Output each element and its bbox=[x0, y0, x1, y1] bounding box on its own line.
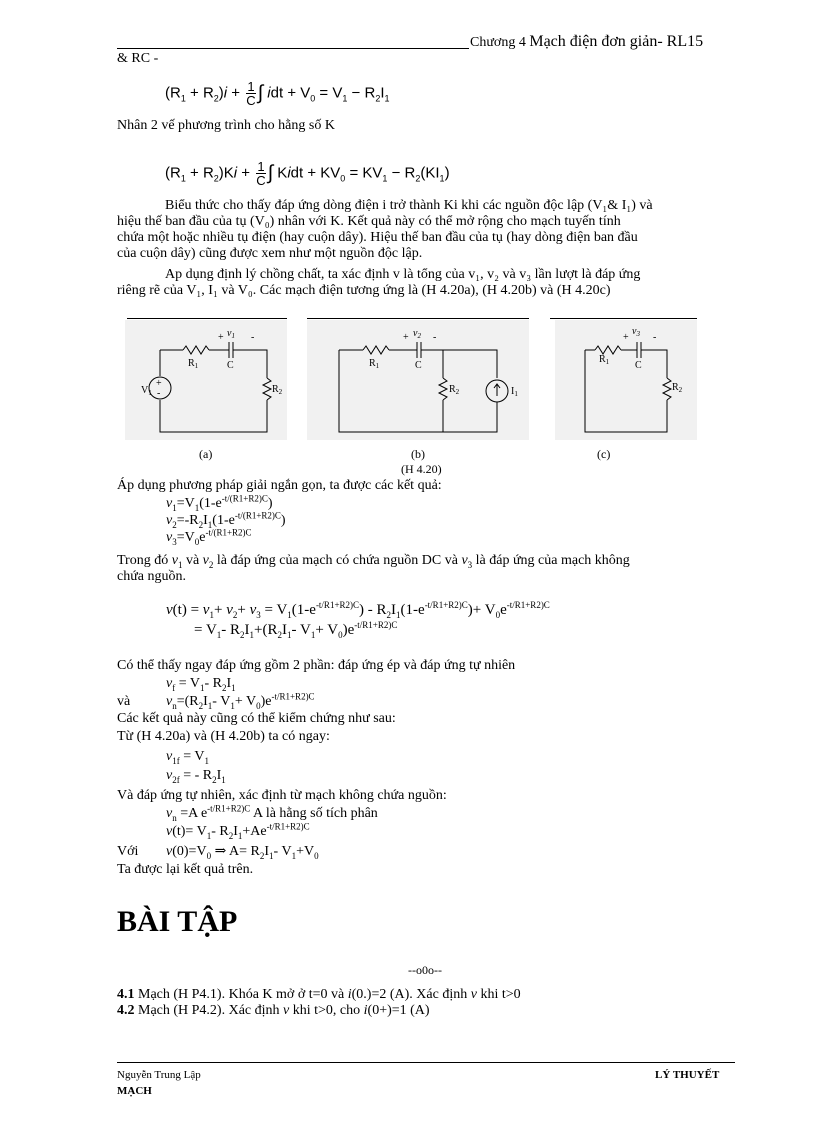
vf-eq: $v_f = V_1-$ $R_2I_1$ bbox=[166, 676, 236, 693]
vt-line-2: = $V_1-$ $R_2I_1+(R_2I_1-$ $V_1+ V_0)e^{-t/R1+R2)C}$ bbox=[194, 620, 398, 640]
header-title: Mạch điện đơn giản- RL bbox=[529, 33, 688, 50]
header-continuation: & RC - bbox=[117, 51, 159, 66]
verify-text: Các kết quả này cũng có thể kiểm chứng như sau: bbox=[117, 711, 396, 726]
from-text: Từ (H 4.20a) và (H 4.20b) ta có ngay: bbox=[117, 729, 330, 744]
footer-author: Nguyễn Trung Lập bbox=[117, 1069, 201, 1081]
svg-text:v1: $v_1$ bbox=[227, 328, 235, 340]
header-page: 15 bbox=[687, 33, 704, 50]
circuit-a bbox=[125, 320, 287, 440]
v1f-eq: $v_{1f} = V_1$ bbox=[166, 749, 209, 766]
equation-2: $(R_1 + R_2)Ki$ + $\frac{1}{C}$ ∫ Kidt + $KV_0 = KV_1 - R_2(KI_1)$ bbox=[165, 159, 450, 188]
circuit-b bbox=[307, 320, 529, 440]
paragraph-2: Ap dụng định lý chồng chất, ta xác định v là tổng của v₁, v₂ và v₃ lần lượt là đáp ứng riêng rẽ của V₁, I₁ và V₀. Các mạch điện tương ứng là (H 4.20a), (H 4.20b) và (H 4.20c) bbox=[117, 267, 641, 298]
svg-text:V1: $V_1$ bbox=[141, 385, 152, 397]
paragraph-3: Trong đó $v_1$ và $v_2$ là đáp ứng của mạch có chứa nguồn DC và $v_3$ là đáp ứng của mạch không chứa nguồn. bbox=[117, 553, 630, 584]
result-v2: $v_2=-R_2I_1(1-e^{-t/(R1+R2)C})$ bbox=[166, 510, 286, 530]
svg-text:+: + bbox=[156, 378, 162, 389]
svg-text:R2: $R_2$ bbox=[272, 384, 283, 396]
caption-c: (c) bbox=[597, 447, 611, 461]
footer-subject-1: LÝ THUYẾT bbox=[655, 1069, 720, 1081]
svg-text:v3: $v_3$ bbox=[632, 326, 640, 338]
equation-1: $(R_1 + R_2)i$ + $\frac{1}{C}$ ∫ idt + $V_0 = V_1 - R_2I_1$ bbox=[165, 79, 390, 108]
svg-text:R2: $R_2$ bbox=[672, 382, 683, 394]
svg-text:C: C bbox=[227, 360, 234, 371]
vn2-eq: $v_n =A$ $e^{-t/R1+R2)C}$ A là hằng số tích phân bbox=[166, 803, 378, 823]
result-v1: $v_1=V_1(1-e^{-t/(R1+R2)C})$ bbox=[166, 493, 273, 513]
va-text: và bbox=[117, 694, 131, 709]
circuit-c bbox=[555, 320, 697, 440]
separator: --o0o-- bbox=[408, 963, 442, 977]
result-v3: $v_3=V_0e^{-t/(R1+R2)C}$ bbox=[166, 527, 252, 547]
svg-text:v2: $v_2$ bbox=[413, 328, 421, 340]
v2f-eq: $v_{2f}$ = - $R_2I_1$ bbox=[166, 768, 226, 785]
svg-text:-: - bbox=[433, 332, 437, 343]
parts-text: Có thể thấy ngay đáp ứng gồm 2 phần: đáp ứng ép và đáp ứng tự nhiên bbox=[117, 658, 516, 673]
multiply-text: Nhân 2 vế phương trình cho hằng số K bbox=[117, 118, 335, 133]
svg-text:R1: $R_1$ bbox=[599, 354, 610, 366]
method-text: Áp dụng phương pháp giải ngắn gọn, ta được các kết quả: bbox=[117, 478, 442, 493]
vt3-eq: $v(t)= V_1-$ $R_2I_1+Ae^{-t/R1+R2)C}$ bbox=[166, 821, 310, 841]
svg-text:R2: $R_2$ bbox=[449, 384, 460, 396]
footer-subject-2: MẠCH bbox=[117, 1085, 152, 1097]
exercise-heading: BÀI TẬP bbox=[117, 905, 238, 938]
svg-text:-: - bbox=[157, 388, 161, 399]
header-chapter: Chương 4 Mạch điện đơn giản- RL15 bbox=[470, 33, 704, 50]
v0-cond: $v(0)=V_0$ ⇒ $A= R_2I_1-$ $V_1+V_0$ bbox=[166, 844, 319, 861]
vt-line-1: $v(t) = v_1+ v_2+ v_3 = V_1(1-e^{-t/R1+R2)C}) - R_2I_1(1-e^{-t/R1+R2)C})+ V_0e^{-t/R1+R2)C}$ bbox=[166, 600, 550, 620]
svg-text:+: + bbox=[403, 332, 409, 343]
result-text: Ta được lại kết quả trên. bbox=[117, 862, 254, 877]
svg-text:C: C bbox=[415, 360, 422, 371]
figure-label: (H 4.20) bbox=[401, 462, 442, 476]
svg-text:-: - bbox=[251, 332, 255, 343]
svg-text:-: - bbox=[653, 332, 657, 343]
svg-text:+: + bbox=[623, 332, 629, 343]
vn-eq: $v_n=(R_2I_1-$ $V_1+ V_0)e^{-t/R1+R2)C}$ bbox=[166, 691, 315, 711]
caption-a: (a) bbox=[199, 447, 213, 461]
svg-text:R1: $R_1$ bbox=[369, 358, 380, 370]
exercise-4-1: 4.1 Mạch (H P4.1). Khóa K mở ở t=0 và i(0.)=2 (A). Xác định v khi t>0 bbox=[117, 987, 521, 1002]
svg-text:C: C bbox=[635, 360, 642, 371]
caption-b: (b) bbox=[411, 447, 425, 461]
voi-text: Với bbox=[117, 844, 139, 859]
svg-text:R1: $R_1$ bbox=[188, 358, 199, 370]
paragraph-1: Biểu thức cho thấy đáp ứng dòng điện i trở thành Ki khi các nguồn độc lập (V₁& I₁) và hiệu thế ban đầu của tụ (V₀) nhân với K. Kết quả này có thể mở rộng cho mạch tuyến tính chứa một hoặc nhiều tụ điện (hay cuộn dây). Hiệu thế ban đầu của tụ (hay dòng điện ban đầu của cuộn dây) cũng được xem như một nguồn độc lập. bbox=[117, 198, 653, 261]
svg-text:I1: $I_1$ bbox=[511, 386, 518, 398]
svg-text:+: + bbox=[218, 332, 224, 343]
natural-text: Và đáp ứng tự nhiên, xác định từ mạch không chứa nguồn: bbox=[117, 788, 447, 803]
exercise-4-2: 4.2 Mạch (H P4.2). Xác định v khi t>0, cho i(0+)=1 (A) bbox=[117, 1003, 430, 1018]
